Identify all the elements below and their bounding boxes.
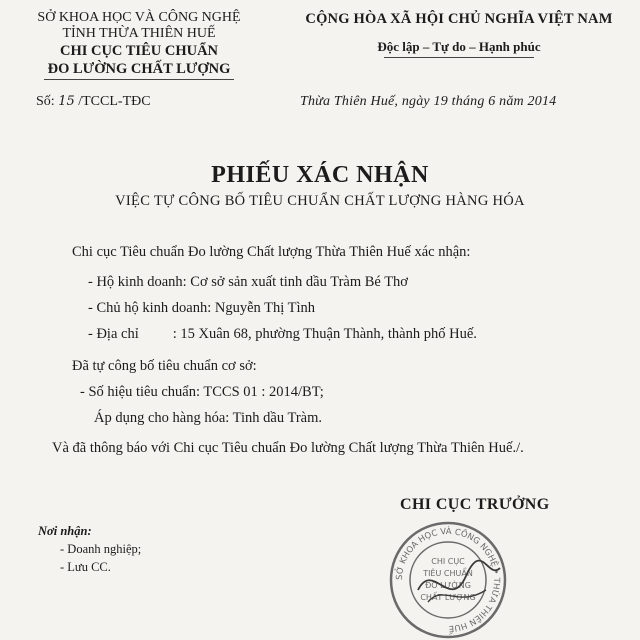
seal-center-line1: CHI CỤC [431,557,465,566]
business-name: - Hộ kinh doanh: Cơ sở sản xuất tinh dầu Tràm Bé Thơ [88,274,408,290]
seal-center-line3: ĐO LƯỜNG [425,581,471,590]
motto-underline [384,57,534,58]
department-name: SỞ KHOA HỌC VÀ CÔNG NGHỆ [37,10,241,25]
agency-name-line1: CHI CỤC TIÊU CHUẨN [59,43,219,59]
declared-text: Đã tự công bố tiêu chuẩn cơ sở: [72,358,257,374]
agency-name-line2: ĐO LƯỜNG CHẤT LƯỢNG [47,61,231,77]
issuing-agency-header [8,10,270,80]
national-title: CỘNG HÒA XÃ HỘI CHỦ NGHĨA VIỆT NAM [305,11,613,27]
intro-text: Chi cục Tiêu chuẩn Đo lường Chất lượng Thừa Thiên Huế xác nhận: [72,244,471,260]
recipients-block [38,522,141,576]
recipient-item: - Doanh nghiệp; [60,542,142,556]
standard-number: - Số hiệu tiêu chuẩn: TCCS 01 : 2014/BT; [80,384,324,400]
national-header [278,10,640,58]
document-number [36,94,151,110]
issue-date: Thừa Thiên Huế, ngày 19 tháng 6 năm 2014 [300,94,557,109]
address-label: - Địa chỉ [88,326,139,342]
business-address [88,326,477,343]
seal-ring-text: SỞ KHOA HỌC VÀ CÔNG NGHỆ • THỪA THIÊN HUẾ [394,526,502,634]
seal-center-line4: CHẤT LƯỢNG [420,593,476,602]
official-seal [388,520,508,640]
national-motto: Độc lập – Tự do – Hạnh phúc [377,39,541,54]
document-title: PHIẾU XÁC NHẬN [211,162,429,188]
recipient-item: - Lưu CC. [60,560,111,574]
recipients-heading: Nơi nhận: [38,524,92,538]
seal-center-line2: TIÊU CHUẨN [423,569,473,578]
applied-product: Áp dụng cho hàng hóa: Tinh dầu Tràm. [94,410,322,426]
business-owner: - Chủ hộ kinh doanh: Nguyễn Thị Tình [88,300,316,316]
doc-number-value: 15 [58,94,75,109]
agency-underline [44,79,234,80]
address-value: : 15 Xuân 68, phường Thuận Thành, thành phố Huế. [172,326,477,342]
signer-title: CHI CỤC TRƯỞNG [400,496,550,513]
notification-text: Và đã thông báo với Chi cục Tiêu chuẩn Đo lường Chất lượng Thừa Thiên Huế./. [52,440,524,456]
doc-number-suffix: /TCCL-TĐC [78,94,151,109]
document-subtitle: VIỆC TỰ CÔNG BỐ TIÊU CHUẨN CHẤT LƯỢNG HÀNG HÓA [115,193,525,209]
province-name: TỈNH THỪA THIÊN HUẾ [62,26,216,41]
doc-number-prefix: Số: [36,94,55,109]
